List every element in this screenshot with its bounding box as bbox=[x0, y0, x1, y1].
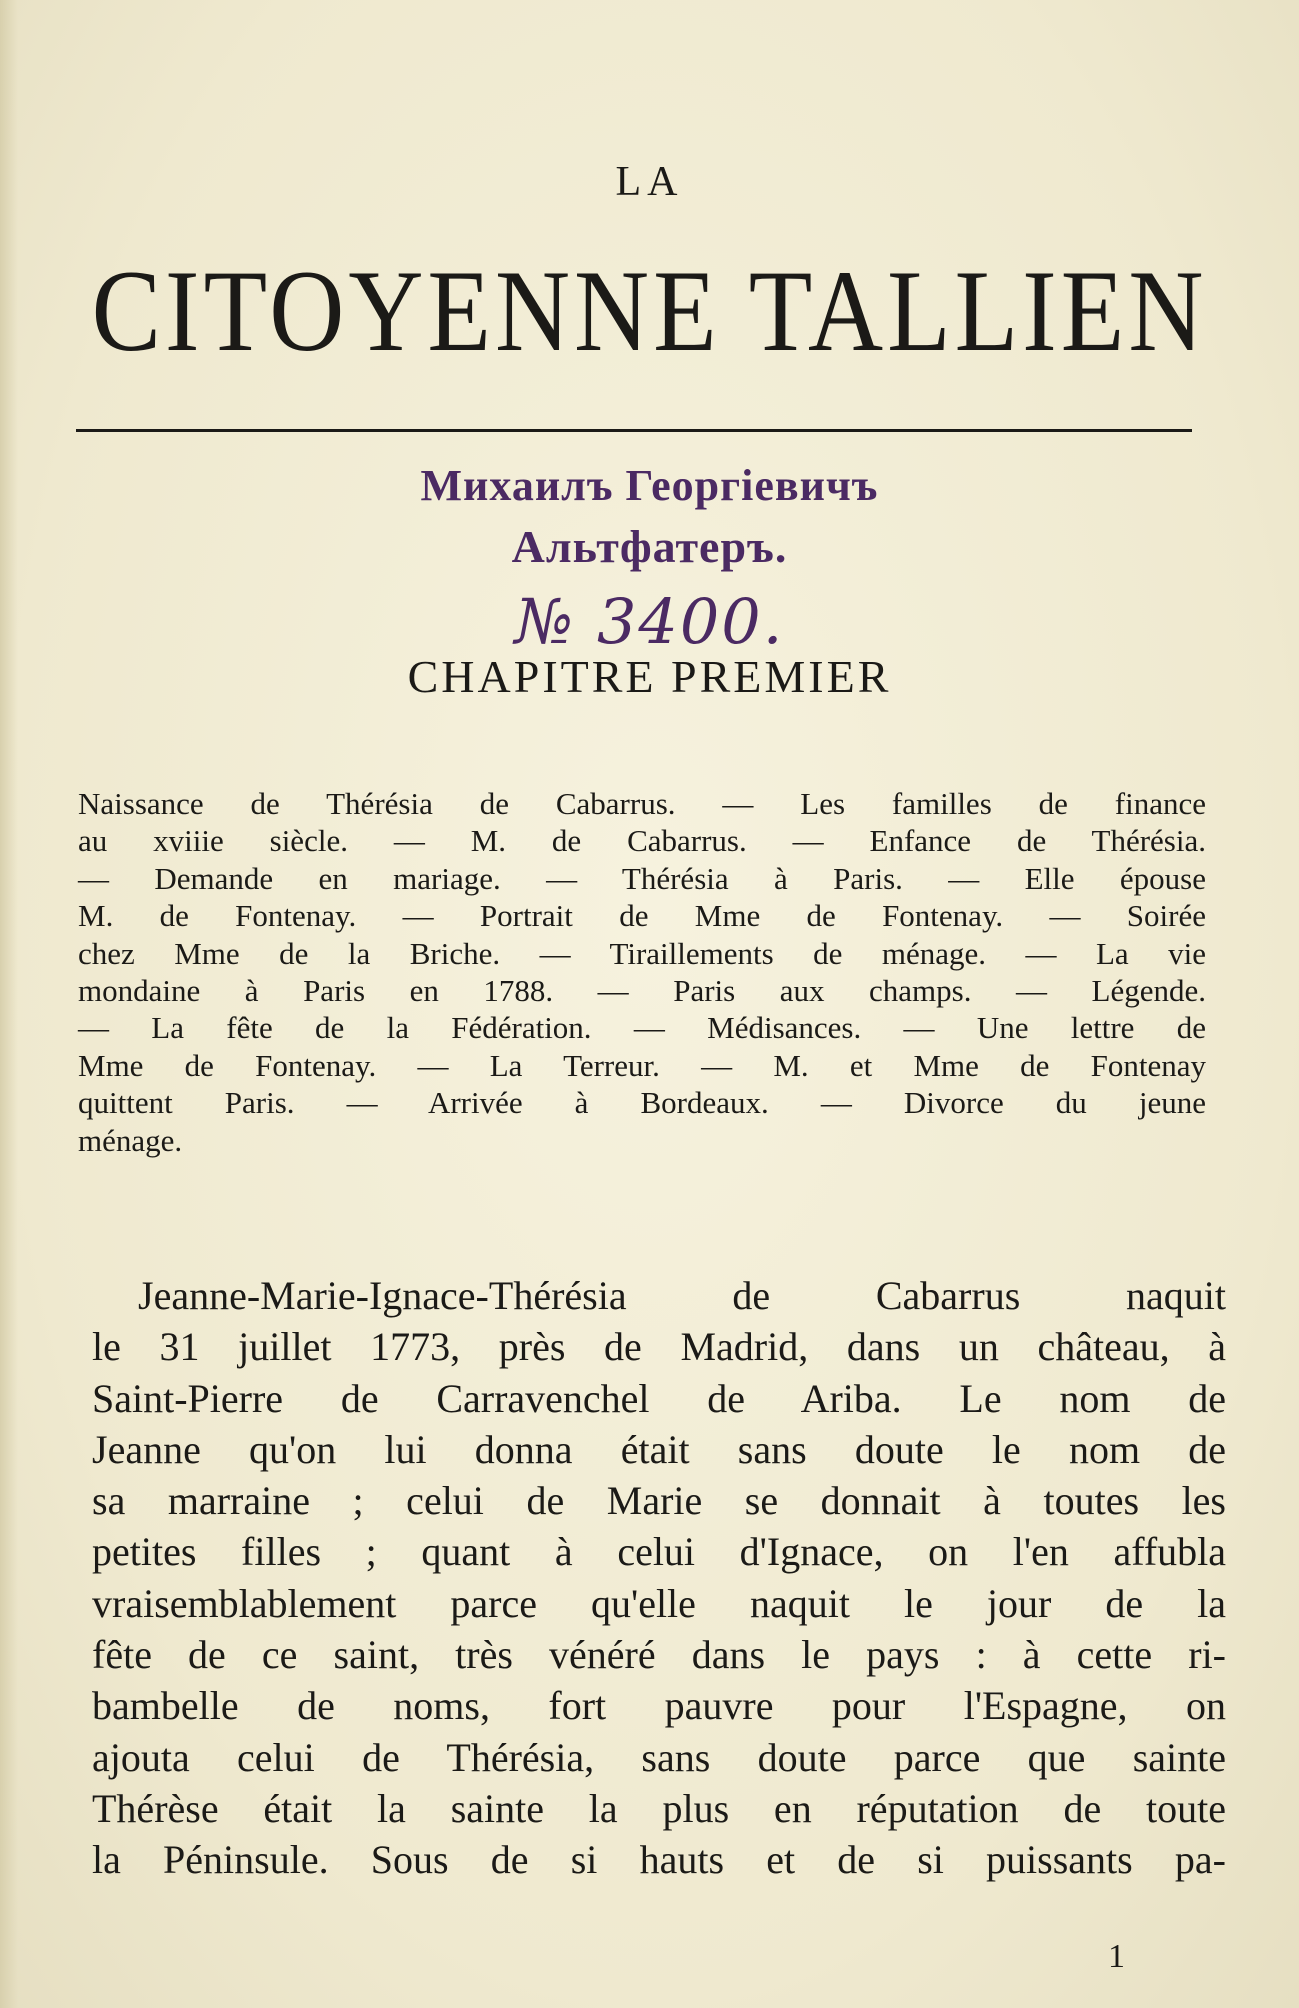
body-line: le 31 juillet 1773, près de Madrid, dans un château, à bbox=[92, 1324, 1226, 1370]
summary-line: mondaine à Paris en 1788. — Paris aux champs. — Légende. bbox=[78, 973, 1206, 1009]
body-line: Jeanne-Marie-Ignace-Thérésia de Cabarrus naquit bbox=[138, 1273, 1226, 1318]
body-line: Jeanne qu'on lui donna était sans doute le nom de bbox=[92, 1426, 1226, 1472]
body-line: Saint-Pierre de Carravenchel de Ariba. Le nom de bbox=[92, 1375, 1226, 1421]
title-rule bbox=[76, 429, 1192, 432]
chapter-heading: CHAPITRE PREMIER bbox=[407, 651, 892, 702]
summary-line: — Demande en mariage. — Thérésia à Paris. — Elle épouse bbox=[78, 860, 1206, 896]
chapter-summary bbox=[78, 785, 1206, 1159]
body-line: sa marraine ; celui de Marie se donnait à toutes les bbox=[92, 1478, 1226, 1524]
body-line: petites filles ; quant à celui d'Ignace, on l'en affubla bbox=[92, 1529, 1226, 1575]
summary-line: chez Mme de la Briche. — Tiraillements de ménage. — La vie bbox=[78, 935, 1206, 971]
body-line: vraisemblablement parce qu'elle naquit le jour de la bbox=[92, 1580, 1226, 1626]
title-article: LA bbox=[615, 159, 684, 205]
body-line: Thérèse était la sainte la plus en réputation de toute bbox=[92, 1785, 1226, 1831]
owner-stamp-number: № 3400. bbox=[514, 585, 785, 658]
body-line: fête de ce saint, très vénéré dans le pays : à cette ri- bbox=[92, 1632, 1226, 1678]
owner-stamp-name: Михаилъ Георгiевичъ bbox=[420, 461, 879, 510]
summary-line: Naissance de Thérésia de Cabarrus. — Les familles de finance bbox=[78, 786, 1206, 821]
summary-line: quittent Paris. — Arrivée à Bordeaux. — Divorce du jeune bbox=[78, 1085, 1206, 1121]
body-paragraph bbox=[92, 1270, 1226, 1886]
summary-line: — La fête de la Fédération. — Médisances. — Une lettre de bbox=[78, 1010, 1206, 1046]
summary-line: M. de Fontenay. — Portrait de Mme de Fontenay. — Soirée bbox=[78, 898, 1206, 934]
page-number: 1 bbox=[1108, 1938, 1125, 1975]
body-line: ajouta celui de Thérésia, sans doute parce que sainte bbox=[92, 1734, 1226, 1780]
summary-line: ménage. bbox=[78, 1122, 183, 1158]
book-title: CITOYENNE TALLIEN bbox=[91, 247, 1208, 376]
summary-line: au xviiie siècle. — M. de Cabarrus. — Enfance de Thérésia. bbox=[78, 823, 1206, 859]
owner-stamp-surname: Альтфатеръ. bbox=[511, 521, 788, 572]
body-line: la Péninsule. Sous de si hauts et de si puissants pa- bbox=[92, 1837, 1226, 1883]
body-line: bambelle de noms, fort pauvre pour l'Espagne, on bbox=[92, 1683, 1226, 1729]
summary-line: Mme de Fontenay. — La Terreur. — M. et Mme de Fontenay bbox=[78, 1047, 1206, 1083]
